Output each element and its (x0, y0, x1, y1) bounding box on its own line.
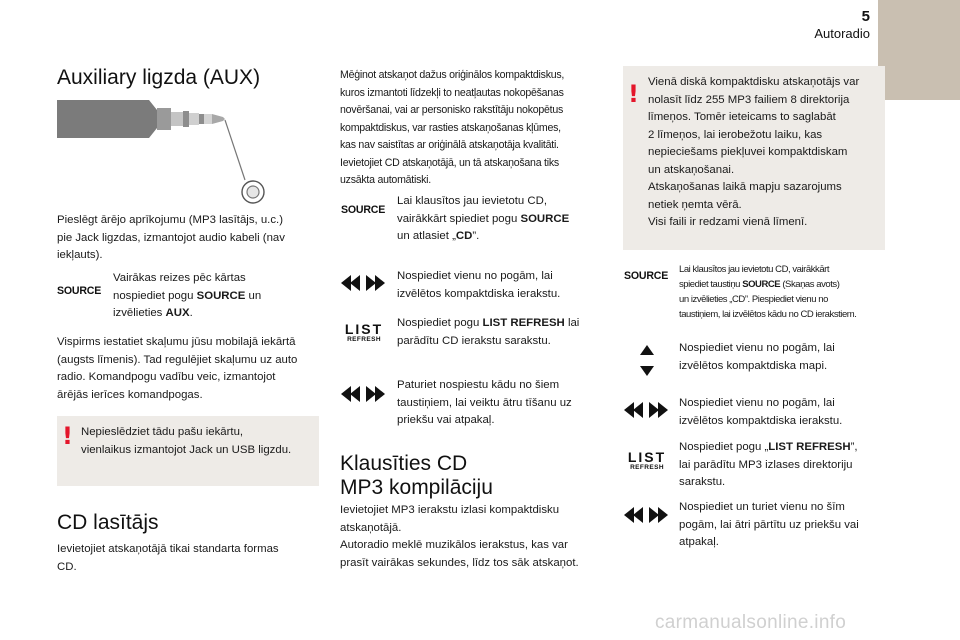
aux-title: Auxiliary ligzda (AUX) (57, 66, 261, 89)
mp3-step-source: Lai klausītos jau ievietotu CD, vairākkārt spiediet taustiņu SOURCE (Skaņas avots) un izvēlieties „CD”. Piespiediet vienu no taustiņiem, lai izvēlētos kādu no CD ierakstiem. (679, 264, 857, 320)
watermark: carmanualsonline.info (655, 612, 847, 633)
warning-exclamation-icon: ! (628, 80, 639, 108)
warning-exclamation-icon: ! (62, 422, 73, 450)
prev-next-arrows-icon (624, 507, 668, 523)
mp3-step-track: Nospiediet vienu no pogām, lai izvēlētos kompaktdiska ierakstu. (679, 397, 843, 427)
mp3-step-folder: Nospiediet vienu no pogām, lai izvēlētos kompaktdiska mapi. (679, 342, 835, 372)
jack-plug-icon (57, 98, 271, 206)
cd-paragraph: Ievietojiet atskaņotājā tikai standarta formas CD. (57, 543, 279, 573)
source-button-label: SOURCE (624, 270, 669, 282)
cd-step-fast: Paturiet nospiestu kādu no šiem taustiņiem, lai veiktu ātru tīšanu uz priekšu vai atpakaļ. (397, 379, 572, 426)
aux-note-text: Nepieslēdziet tādu pašu iekārtu, vienlaikus izmantojot Jack un USB ligzdu. (81, 426, 292, 456)
section-label: Autoradio (814, 26, 870, 41)
source-button-label: SOURCE (341, 204, 386, 216)
aux-step-source: Vairākas reizes pēc kārtas nospiediet pogu SOURCE un izvēlieties AUX. (113, 272, 262, 319)
mp3-note-box (623, 66, 885, 250)
mp3-note-text: Vienā diskā kompaktdisku atskaņotājs var nolasīt līdz 255 MP3 failiem 8 direktorija līmeņos. Tomēr ieteicams to saglabāt 2 līmeņos, lai ierobežotu laiku, kas nepieciešams piekļuvei kompaktdiskam un atskaņošanai. Atskaņošanas laikā mapju sazarojums netiek ņemta vērā. Visi faili ir redzami vienā līmenī. (648, 76, 860, 228)
cd-step-list: Nospiediet pogu LIST REFRESH lai parādītu CD ierakstu sarakstu. (397, 317, 580, 347)
list-refresh-button-label: LIST REFRESH (344, 321, 384, 343)
list-refresh-button-label: LIST REFRESH (627, 449, 667, 471)
page-tab (878, 0, 960, 100)
prev-next-arrows-icon (341, 275, 385, 291)
mp3-step-fast: Nospiediet un turiet vienu no šīm pogām, lai ātri pārtītu uz priekšu vai atpakaļ. (679, 501, 859, 548)
cd-intro: Mēģinot atskaņot dažus oriģinālos kompaktdiskus, kuros izmantoti līdzekļi to neatļautas nokopēšanas novēršanai, vai ar personisko rakstītāju nokopētus kompaktdiskus, var rasties atskaņošanas kļūmes, kas nav saistītas ar oriģinālā atskaņotāja kvalitāti. Ievietojiet CD atskaņotājā, un tā atskaņošana tiks uzsākta automātiski. (340, 69, 565, 186)
mp3-paragraph: Ievietojiet MP3 ierakstu izlasi kompaktdisku atskaņotājā. Autoradio meklē muzikālos ierakstus, kas var prasīt vairākas sekundes, līdz tos sāk atskaņot. (340, 504, 579, 569)
aux-note-box (57, 416, 319, 486)
aux-paragraph-1: Pieslēgt ārējo aprīkojumu (MP3 lasītājs, u.c.) pie Jack ligzdas, izmantojot audio kabeli (nav iekļauts). (57, 214, 285, 261)
mp3-title: Klausīties CD MP3 kompilāciju (340, 452, 493, 499)
up-down-arrows-icon (640, 345, 654, 377)
mp3-step-list: Nospiediet pogu „LIST REFRESH”, lai parādītu MP3 izlases direktoriju sarakstu. (679, 441, 858, 488)
cd-step-source: Lai klausītos jau ievietotu CD, vairākkārt spiediet pogu SOURCE un atlasiet „CD”. (397, 195, 570, 242)
source-button-label: SOURCE (57, 285, 102, 297)
prev-next-arrows-icon (341, 386, 385, 402)
cd-title: CD lasītājs (57, 511, 159, 534)
prev-next-arrows-icon (624, 402, 668, 418)
aux-paragraph-2: Vispirms iestatiet skaļumu jūsu mobilajā iekārtā (augsts līmenis). Tad regulējiet skaļumu uz auto radio. Komandpogu vadību veic, izmantojot ārējās ierīces komandpogas. (57, 336, 298, 401)
page-number: 5 (861, 8, 870, 25)
cd-step-track: Nospiediet vienu no pogām, lai izvēlētos kompaktdiska ierakstu. (397, 270, 561, 300)
